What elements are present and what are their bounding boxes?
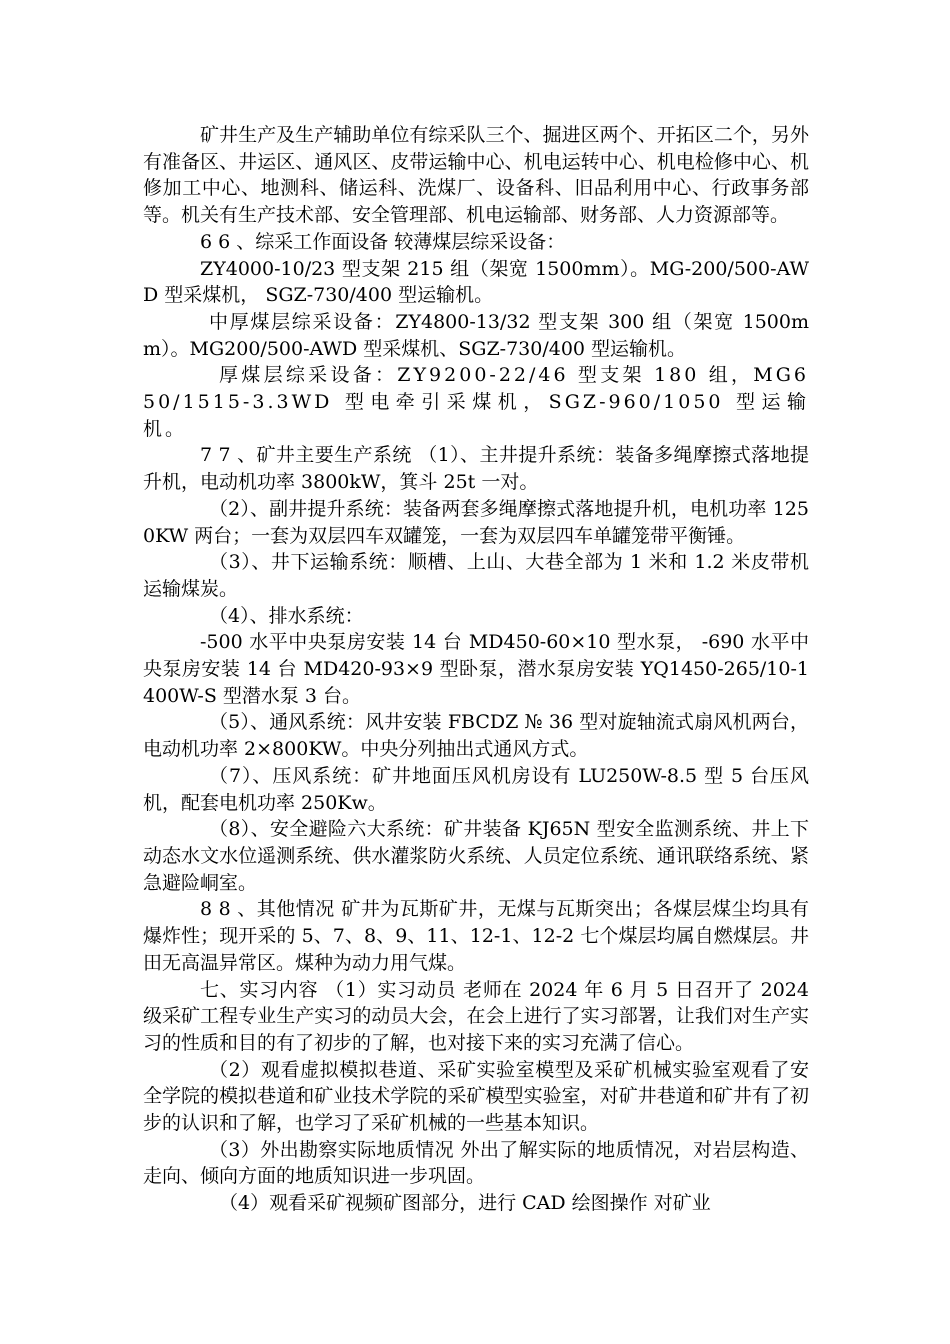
- paragraph-section-7-main-shaft: 7 7 、矿井主要生产系统 （1）、主井提升系统：装备多绳摩擦式落地提升机，电动机功率 3800kW，箕斗 25t 一对。: [143, 444, 809, 494]
- paragraph-thick-seam-equipment: 厚煤层综采设备：ZY9200-22/46 型支架 180 组，MG650/1515-3.3WD 型电牵引采煤机，SGZ-960/1050 型运输机。: [143, 364, 809, 440]
- paragraph-medium-seam-equipment: 中厚煤层综采设备：ZY4800-13/32 型支架 300 组（架宽 1500mm）。MG200/500-AWD 型采煤机、SGZ-730/400 型运输机。: [143, 310, 809, 360]
- paragraph-auxiliary-shaft: （2）、副井提升系统：装备两套多绳摩擦式落地提升机，电机功率 1250KW 两台；一套为双层四车双罐笼，一套为双层四车单罐笼带平衡锤。: [143, 497, 809, 547]
- paragraph-underground-transport: （3）、井下运输系统：顺槽、上山、大巷全部为 1 米和 1.2 米皮带机运输煤炭。: [143, 551, 809, 600]
- paragraph-compressed-air: （7）、压风系统：矿井地面压风机房设有 LU250W-8.5 型 5 台压风机，配套电机功率 250Kw。: [143, 764, 809, 814]
- paragraph-ventilation: （5）、通风系统：风井安装 FBCDZ № 36 型对旋轴流式扇风机两台，电动机功率 2×800KW。中央分列抽出式通风方式。: [143, 711, 809, 761]
- paragraph-safety-systems: （8）、安全避险六大系统：矿井装备 KJ65N 型安全监测系统、井上下动态水文水位遥测系统、供水灌浆防火系统、人员定位系统、通讯联络系统、紧急避险峒室。: [143, 818, 809, 894]
- paragraph-production-units: 矿井生产及生产辅助单位有综采队三个、掘进区两个、开拓区二个，另外有准备区、井运区、通风区、皮带运输中心、机电运转中心、机电检修中心、机修加工中心、地测科、储运科、洗煤厂、设备科、旧品利用中心、行政事务部等。机关有生产技术部、安全管理部、机电运输部、财务部、人力资源部等。: [143, 124, 809, 227]
- paragraph-internship-content: 七、实习内容 （1）实习动员 老师在 2024 年 6 月 5 日召开了 2024 级采矿工程专业生产实习的动员大会，在会上进行了实习部署，让我们对生产实习的性质和目的有了初步的了解，也对接下来的实习充满了信心。: [143, 978, 809, 1054]
- document-body: [143, 122, 809, 1217]
- paragraph-thin-seam-equipment: ZY4000-10/23 型支架 215 组（架宽 1500mm）。MG-200/500-AWD 型采煤机， SGZ-730/400 型运输机。: [143, 257, 809, 307]
- paragraph-field-survey: （3）外出勘察实际地质情况 外出了解实际的地质情况，对岩层构造、走向、倾向方面的地质知识进一步巩固。: [143, 1138, 809, 1188]
- paragraph-drainage-heading: （4）、排水系统：: [209, 604, 364, 627]
- paragraph-virtual-roadway: （2）观看虚拟模拟巷道、采矿实验室模型及采矿机械实验室观看了安全学院的模拟巷道和矿业技术学院的采矿模型实验室，对矿井巷道和矿井有了初步的认识和了解，也学习了采矿机械的一些基本知识。: [143, 1058, 809, 1135]
- paragraph-section-8-other: 8 8 、其他情况 矿井为瓦斯矿井，无煤与瓦斯突出；各煤层煤尘均具有爆炸性；现开采的 5、7、8、9、11、12-1、12-2 七个煤层均属自燃煤层。井田无高温异常区。煤种为动力用气煤。: [143, 898, 809, 974]
- paragraph-drainage-details: -500 水平中央泵房安装 14 台 MD450-60×10 型水泵， -690 水平中央泵房安装 14 台 MD420-93×9 型卧泵，潜水泵房安装 YQ1450-265/10-1400W-S 型潜水泵 3 台。: [143, 631, 809, 707]
- paragraph-cad-drawing: （4）观看采矿视频矿图部分，进行 CAD 绘图操作 对矿业: [219, 1192, 711, 1215]
- paragraph-section-6-heading: 6 6 、综采工作面设备 较薄煤层综采设备：: [200, 230, 566, 253]
